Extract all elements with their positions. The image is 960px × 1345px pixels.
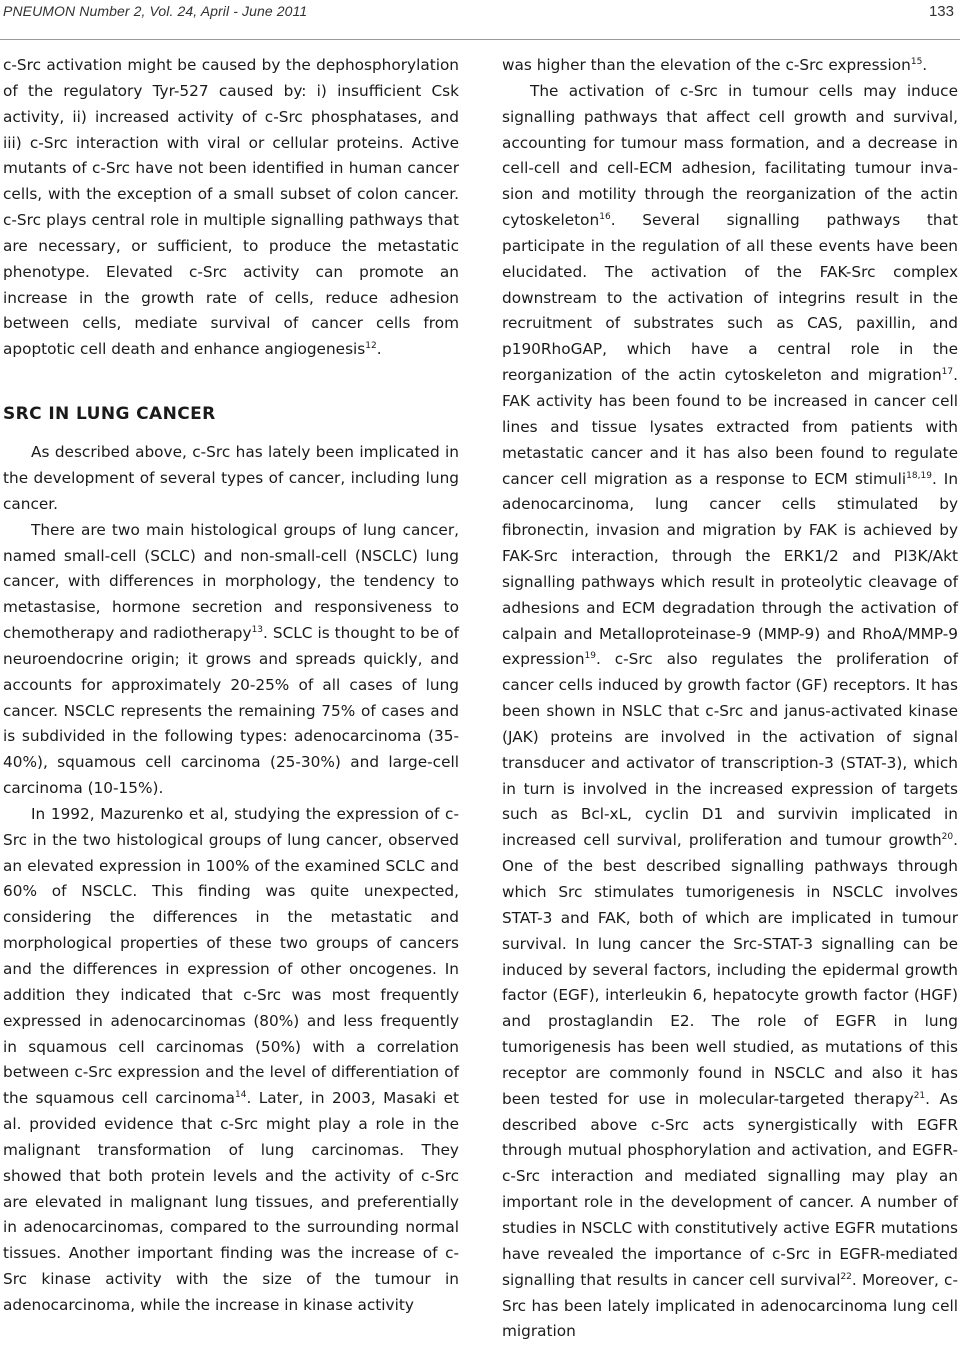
citation-ref: 16 bbox=[599, 212, 611, 223]
page-number: 133 bbox=[928, 3, 954, 20]
citation-ref: 22 bbox=[840, 1271, 852, 1282]
journal-citation: PNEUMON Number 2, Vol. 24, April - June 2011 bbox=[3, 3, 308, 19]
citation-ref: 15 bbox=[910, 57, 923, 67]
citation-ref: 20 bbox=[941, 832, 954, 843]
paragraph-histological-groups: There are two main histological groups of lung cancer, named small-cell (SCLC) and non-small-cell (NSCLC) lung cancer, with differences in morphology, the tendency to metastasise, hormone secretion and responsiveness to chemotherapy and radiotherapy$^{13}$. SCLC is thought to be of neuroendocrine origin; it grows and spreads quickly, and accounts for approximately 20-25% of all cases of lung cancer. NSCLC represents the remaining 75% of cases and is subdivided in the following types: adenocarcinoma (35-40%), squamous cell carcinoma (25-30%) and large-cell carcinoma (10-15%). bbox=[3, 520, 459, 798]
citation-ref: 17 bbox=[941, 367, 954, 378]
citation-ref: 21 bbox=[913, 1090, 926, 1101]
paragraph-intro: As described above, c-Src has lately been implicated in the development of several types of cancer, including lung cancer. bbox=[3, 443, 459, 513]
paragraph-signalling-pathways: The activation of c-Src in tumour cells may induce signalling pathways that affect cell growth and survival, accounting for tumour mass formation, and a decrease in cell-cell and cell-ECM adhesion, facilitating tumour invasion and motility through the reorganization of the actin cytoskeleton$^{16}$. Several signalling pathways that participate in the regulation of all these events have been elucidated. The activation of the FAK-Src complex downstream to the activation of integrins result in the recruitment of substrates such as CAS, paxillin, and p190RhoGAP, which have a central role in the reorganization of the actin cytoskeleton and migration$^{17}$. FAK activity has been found to be increased in cancer cell lines and tissue lysates extracted from patients with metastatic cancer and it has also been found to regulate cancer cell migration as a response to ECM stimuli$^{18,19}$. In adenocarcinoma, lung cancer cells stimulated by fibronectin, invasion and migration by FAK is achieved by FAK-Src interaction, through the ERK1/2 and PI3K/Akt signalling pathways which result in proteolytic cleavage of adhesions and ECM degradation through the activation of calpain and Metalloproteinase-9 (MMP-9) and RhoA/MMP-9 expression$^{19}$. c-Src also regulates the proliferation of cancer cells induced by growth factor (GF) receptors. It has been shown in NSLC that c-Src and janus-activated kinase (JAK) proteins are involved in the activation of signal transducer and activator of transcription-3 (STAT-3), which in turn is involved in the increased expression of targets such as Bcl-xL, cyclin D1 and survivin implicated in increased cell survival, proliferation and tumour growth$^{20}$. One of the best described signalling pathways through which Src stimulates tumorigenesis in NSCLC involves STAT-3 and FAK, both of which are implicated in tumour survival. In lung cancer the Src-STAT-3 signalling can be induced by several factors, including the epidermal growth factor (EGF), interleukin 6, hepatocyte growth factor (HGF) and prostaglandin E2. The role of EGFR in lung tumorigenesis has been well studied, as mutations of this receptor are commonly found in NSCLC and also it has been tested for use in molecular-targeted therapy$^{21}$. As described above c-Src acts synergistically with EGFR through mutual phosphorylation and activation, and EGFR-c-Src interaction and mediated signalling may play an important role in the development of cancer. A number of studies in NSCLC with constitutively active EGFR mutations have revealed the importance of c-Src in EGFR-mediated signalling that results in cancer cell survival$^{22}$. Moreover, c-Src has been lately implicated in adenocarcinoma lung cell migration bbox=[502, 81, 959, 1341]
citation-ref: 13 bbox=[251, 625, 264, 636]
paragraph-csrc-activation: c-Src activation might be caused by the dephosphorylation of the regulatory Tyr-527 caused by: i) insufficient Csk activity, ii) increased activity of c-Src phosphatases, and iii) c-Src interaction with viral or cellular proteins. Active mutants of c-Src have not been identified in human cancer cells, with the exception of a small subset of colon cancer. c-Src plays central role in multiple signalling pathways that are necessary, or sufficient, to produce the metastatic phenotype. Elevated c-Src activity can promote an increase in the growth rate of cells, reduce adhesion between cells, mediate survival of cancer cells from apoptotic cell death and enhance angiogenesis$^{12}$. bbox=[3, 56, 459, 359]
citation-ref: 18,19 bbox=[906, 470, 932, 481]
citation-ref: 14 bbox=[235, 1090, 247, 1101]
paragraph-mazurenko: In 1992, Mazurenko et al, studying the expression of c-Src in the two histological groups of lung cancer, observed an elevated expression in 100% of the examined SCLC and 60% of NSCLC. This finding was quite unexpected, considering the differences in the metastatic and morphological properties of these two groups of cancers and the differences in expression of other oncogenes. In addition they indicated that c-Src was most frequently expressed in adenocarcinomas (80%) and less frequently in squamous cell carcinomas (50%) with a correlation between c-Src expression and the level of differentiation of the squamous cell carcinoma$^{14}$. Later, in 2003, Masaki et al. provided evidence that c-Src might play a role in the malignant transformation of lung carcinomas. They showed that both protein levels and the activity of c-Src are elevated in malignant lung tissues, and preferentially in adenocarcinomas, compared to the surrounding normal tissues. Another important finding was the increase of c-Src kinase activity with the size of the tumour in adenocarcinoma, while the increase in kinase activity bbox=[3, 804, 459, 1314]
left-column bbox=[3, 53, 459, 1315]
section-heading: SRC IN LUNG CANCER bbox=[3, 404, 216, 425]
right-column bbox=[502, 53, 959, 1341]
citation-ref: 12 bbox=[365, 341, 377, 352]
paragraph-continuation: was higher than the elevation of the c-Src expression$^{15}$. bbox=[502, 56, 928, 74]
page-header bbox=[0, 0, 960, 40]
citation-ref: 19 bbox=[584, 651, 596, 662]
